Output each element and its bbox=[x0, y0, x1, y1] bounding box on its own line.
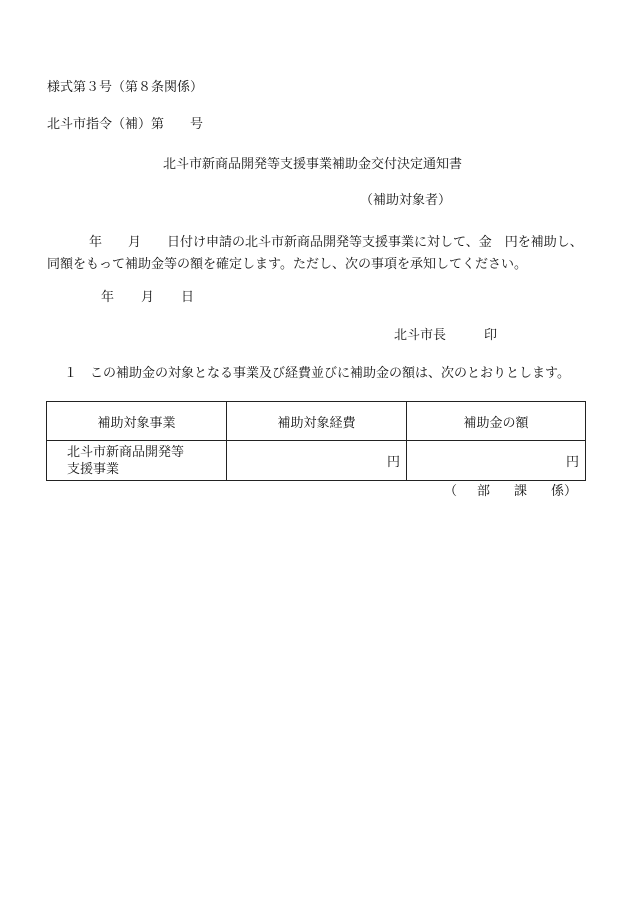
project-name-line2: 支援事業 bbox=[67, 461, 120, 477]
item-1-text: １ この補助金の対象となる事業及び経費並びに補助金の額は、次のとおりとします。 bbox=[64, 366, 570, 381]
table-header-row bbox=[47, 402, 586, 441]
body-year: 年 bbox=[89, 235, 103, 250]
notice-body bbox=[47, 232, 583, 276]
table-row bbox=[47, 441, 586, 481]
header-expense: 補助対象経費 bbox=[227, 402, 407, 441]
issuer-name: 北斗市長 bbox=[394, 328, 447, 343]
date-month: 月 bbox=[141, 290, 155, 305]
header-amount: 補助金の額 bbox=[407, 402, 586, 441]
project-name-line1: 北斗市新商品開発等 bbox=[67, 444, 185, 460]
department-line bbox=[444, 484, 577, 500]
form-number: 様式第３号（第８条関係） bbox=[47, 80, 204, 95]
dept-open-paren: （ bbox=[444, 484, 458, 499]
dept-bu: 部 bbox=[477, 484, 491, 499]
document-title: 北斗市新商品開発等支援事業補助金交付決定通知書 bbox=[163, 157, 463, 172]
date-day: 日 bbox=[181, 290, 195, 305]
order-number: 北斗市指令（補）第 号 bbox=[47, 117, 204, 132]
date-year: 年 bbox=[101, 290, 115, 305]
grant-table bbox=[46, 401, 586, 481]
body-line1-text: 日付け申請の北斗市新商品開発等支援事業に対して、金 円を補助し、 bbox=[167, 235, 583, 250]
notice-body-line2: 同額をもって補助金等の額を確定します。ただし、次の事項を承知してください。 bbox=[47, 257, 527, 272]
cell-amount: 円 bbox=[407, 441, 586, 481]
dept-kakari: 係） bbox=[551, 484, 578, 499]
recipient-label: （補助対象者） bbox=[360, 193, 452, 208]
date-line bbox=[101, 290, 194, 306]
dept-ka: 課 bbox=[514, 484, 528, 499]
body-month: 月 bbox=[128, 235, 142, 250]
notice-body-line1 bbox=[47, 232, 583, 254]
header-project: 補助対象事業 bbox=[47, 402, 227, 441]
issuer-line bbox=[394, 328, 497, 344]
cell-expense: 円 bbox=[227, 441, 407, 481]
cell-project bbox=[47, 441, 227, 481]
seal-mark: 印 bbox=[484, 328, 498, 343]
